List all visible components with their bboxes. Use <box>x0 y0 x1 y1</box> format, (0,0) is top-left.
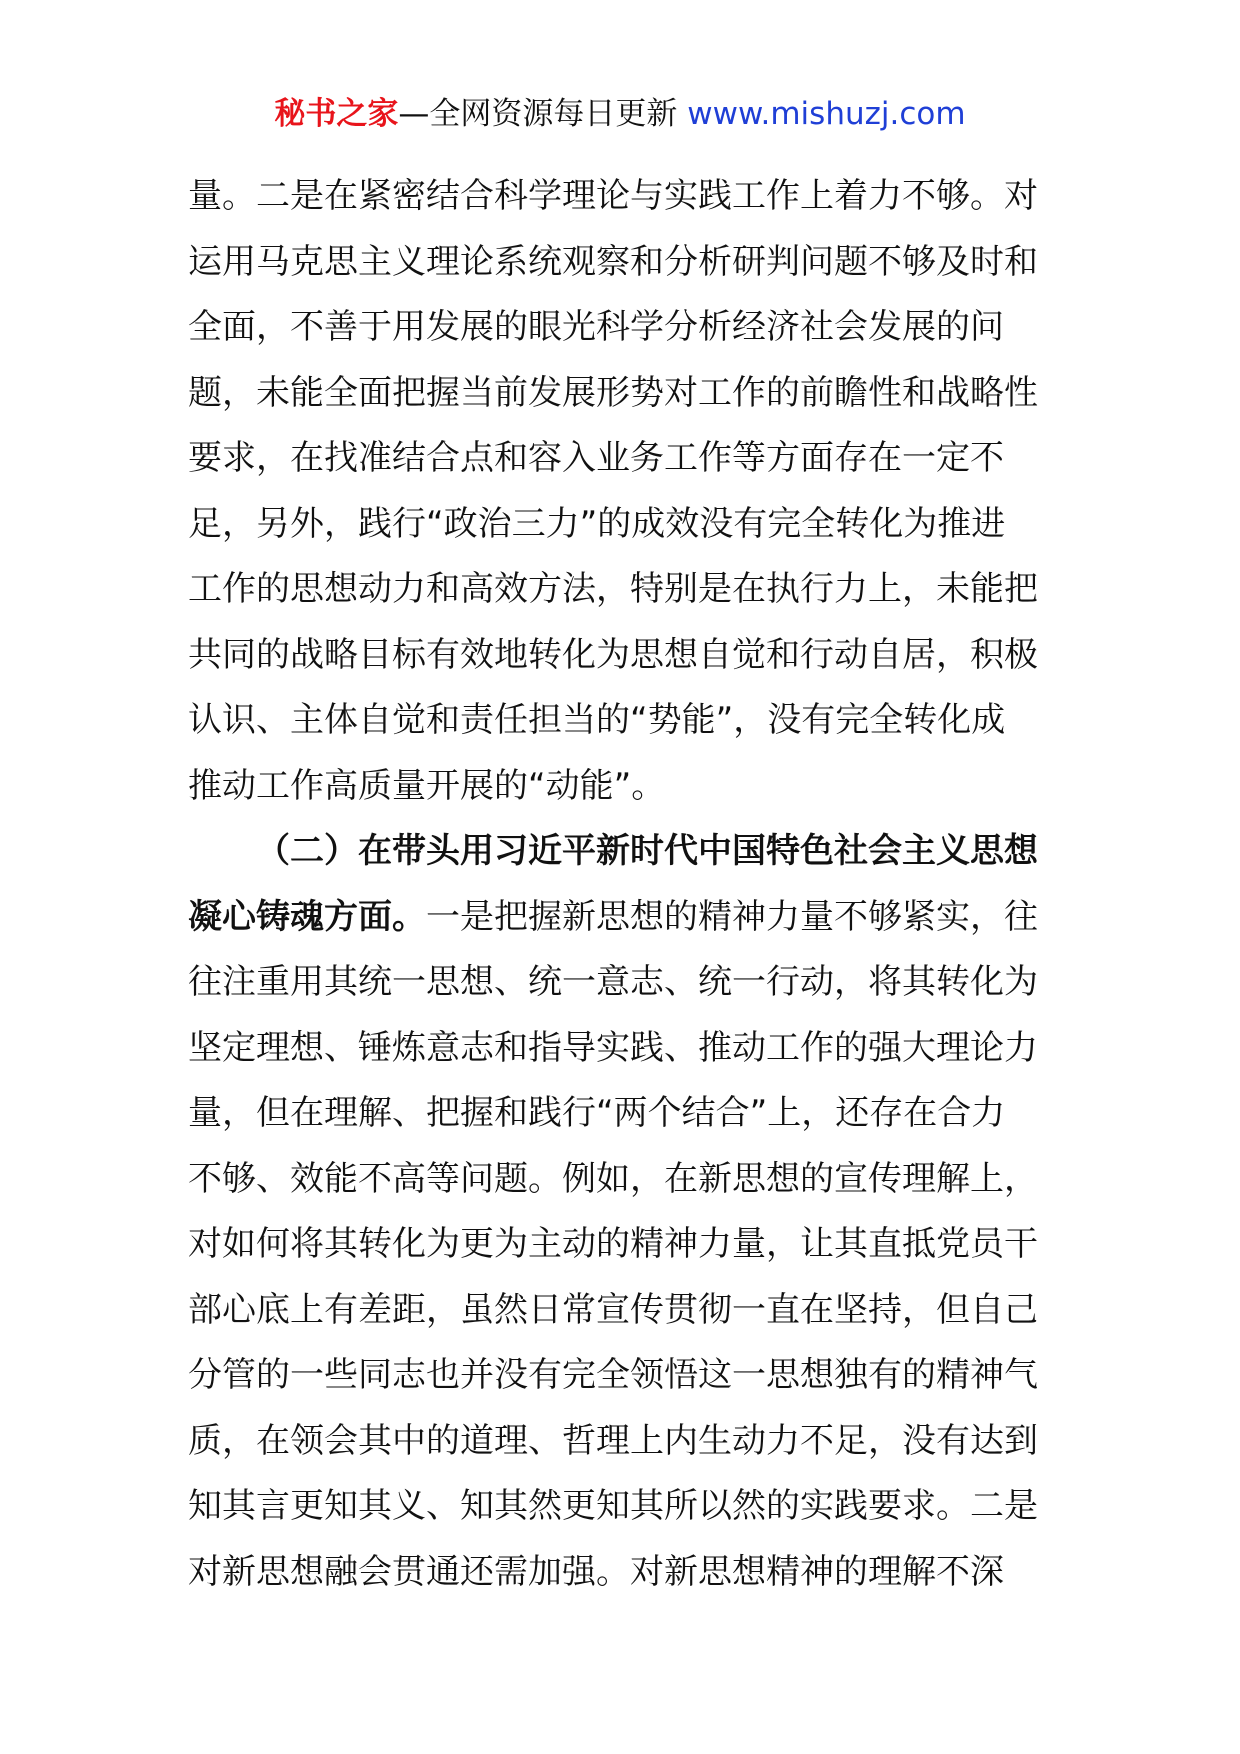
paragraph-line: 知其言更知其义、知其然更知其所以然的实践要求。二是 <box>188 1486 1038 1526</box>
paragraph-line: 运用马克思主义理论系统观察和分析研判问题不够及时和 <box>188 241 1038 282</box>
paragraph-line: 认识、主体自觉和责任担当的“势能”，没有完全转化成 <box>188 700 1006 740</box>
paragraph-line: 题，未能全面把握当前发展形势对工作的前瞻性和战略性 <box>188 372 1038 413</box>
paragraph-line: 往注重用其统一思想、统一意志、统一行动，将其转化为 <box>188 962 1038 1002</box>
paragraph-line: 不够、效能不高等问题。例如，在新思想的宣传理解上， <box>188 1158 1038 1199</box>
paragraph-line: 部心底上有差距，虽然日常宣传贯彻一直在坚持，但自己 <box>188 1289 1038 1330</box>
paragraph-line: 量。二是在紧密结合科学理论与实践工作上着力不够。对 <box>188 176 1038 216</box>
paragraph-line: 推动工作高质量开展的“动能”。 <box>188 765 666 806</box>
brand-name: 秘书之家 <box>274 96 399 132</box>
site-url-link[interactable]: www.mishuzj.com <box>687 96 966 132</box>
section-heading-continuation <box>188 885 1068 951</box>
paragraph-text: 一是把握新思想的精神力量不够紧实，往 <box>426 896 1038 937</box>
document-body <box>188 164 1068 1605</box>
paragraph-line: 工作的思想动力和高效方法，特别是在执行力上，未能把 <box>188 569 1038 609</box>
paragraph-line: 分管的一些同志也并没有完全领悟这一思想独有的精神气 <box>188 1355 1038 1395</box>
paragraph-line: 量，但在理解、把握和践行“两个结合”上，还存在合力 <box>188 1093 1006 1133</box>
site-header <box>0 92 1240 136</box>
paragraph-line: 对新思想融会贯通还需加强。对新思想精神的理解不深 <box>188 1551 1004 1592</box>
paragraph-line: 坚定理想、锤炼意志和指导实践、推动工作的强大理论力 <box>188 1027 1038 1068</box>
paragraph-line: 足，另外，践行“政治三力”的成效没有完全转化为推进 <box>188 503 1006 544</box>
paragraph-line: 全面，不善于用发展的眼光科学分析经济社会发展的问 <box>188 307 1004 347</box>
paragraph-line: 共同的战略目标有效地转化为思想自觉和行动自居，积极 <box>188 634 1038 675</box>
paragraph-line: 对如何将其转化为更为主动的精神力量，让其直抵党员干 <box>188 1224 1038 1264</box>
paragraph-line: 质，在领会其中的道理、哲理上内生动力不足，没有达到 <box>188 1420 1038 1461</box>
header-tagline: —全网资源每日更新 <box>398 96 678 132</box>
paragraph-line: 要求，在找准结合点和容入业务工作等方面存在一定不 <box>188 438 1004 478</box>
section-heading: （二）在带头用习近平新时代中国特色社会主义思想 <box>256 831 1038 871</box>
section-heading-tail: 凝心铸魂方面。 <box>188 896 426 937</box>
